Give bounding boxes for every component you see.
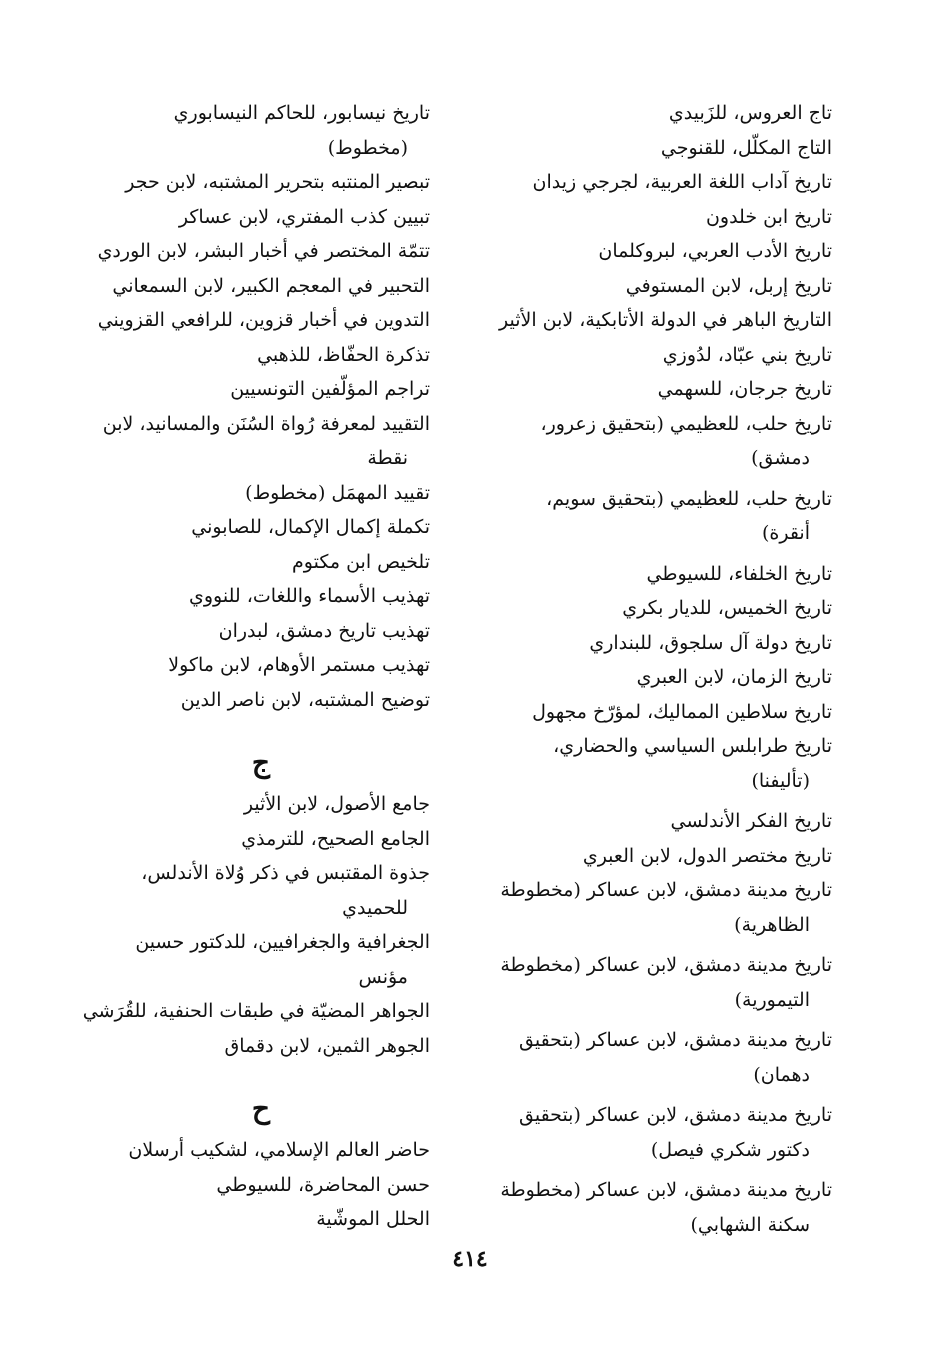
index-entry: تهذيب الأسماء واللغات، للنووي	[188, 585, 430, 607]
entry-continuation: أنقرة)	[761, 522, 810, 544]
index-entry: تاريخ الخلفاء، للسيوطي	[646, 562, 832, 585]
index-entry: تذكرة الحفّاظ، للذهبي	[257, 343, 430, 366]
index-entry: جذوة المقتبس في ذكر وُلاة الأندلس، للحميدي	[80, 856, 430, 925]
index-entry: تلخيص ابن مكتوم	[292, 550, 430, 573]
index-entry: حاضر العالم الإسلامي، لشكيب أرسلان	[128, 1139, 430, 1161]
index-entry: تاريخ طرابلس السياسي والحضاري، (تأليفنا)	[476, 729, 832, 798]
index-entry: تاريخ سلاطين المماليك، لمؤرّخ مجهول	[532, 700, 832, 723]
entry-continuation: للحميدي	[342, 896, 408, 919]
index-entry: تاريخ مدينة دمشق، لابن عساكر (مخطوطة الظاهرية)	[476, 873, 832, 942]
entry-continuation: دهمان)	[753, 1063, 810, 1086]
index-entry: تقييد المهمَل (مخطوط)	[245, 481, 430, 504]
index-entry: تاريخ حلب، للعظيمي (بتحقيق سويم، أنقرة)	[476, 482, 832, 551]
index-entry: توضيح المشتبه، لابن ناصر الدين	[180, 688, 430, 711]
index-entry: التدوين في أخبار قزوين، للرافعي القزويني	[97, 309, 430, 331]
index-entry: تبصير المنتبه بتحرير المشتبه، لابن حجر	[125, 171, 430, 193]
index-entry: تهذيب مستمر الأوهام، لابن ماكولا	[168, 654, 430, 676]
entry-continuation: (تأليفنا)	[751, 769, 810, 792]
index-entry: تاج العروس، للزَبيدي	[668, 102, 832, 124]
index-entry: تاريخ الفكر الأندلسي	[670, 810, 832, 832]
index-entry: التاريخ الباهر في الدولة الأتابكية، لابن الأثير	[499, 309, 832, 331]
entry-continuation: نقطة	[367, 447, 408, 469]
index-entry: الحلل الموشّية	[316, 1208, 430, 1230]
index-entry: تهذيب تاريخ دمشق، لبدران	[218, 619, 430, 642]
index-entry: جامع الأصول، لابن الأثير	[243, 793, 430, 815]
index-entry: تراجم المؤلّفين التونسيين	[230, 378, 430, 400]
index-entry: تبيين كذب المفتري، لابن عساكر	[178, 205, 430, 228]
right-column	[476, 96, 832, 1248]
index-entry: التقييد لمعرفة رُواة السُنَن والمسانيد، لابن نقطة	[80, 407, 430, 476]
index-entry: تكملة إكمال الإكمال، للصابوني	[191, 516, 430, 538]
entry-continuation: (مخطوط)	[327, 136, 408, 159]
index-entry: تاريخ الأدب العربي، لبروكلمان	[598, 240, 832, 262]
index-entry: التاج المكلّل، للقنوجي	[660, 136, 832, 159]
entry-continuation: الظاهرية)	[734, 913, 810, 936]
page-number: ٤١٤	[452, 1246, 488, 1272]
entry-continuation: مؤنس	[358, 965, 408, 988]
entry-continuation: التيمورية)	[734, 988, 810, 1011]
entry-continuation: سكنة الشهابي)	[690, 1213, 810, 1236]
index-entry: تاريخ حلب، للعظيمي (بتحقيق زعرور، دمشق)	[476, 407, 832, 476]
entry-continuation: دكتور شكري فيصل)	[650, 1138, 810, 1161]
index-entry: الجوهر الثمين، لابن دقماق	[224, 1034, 430, 1057]
index-entry: تاريخ دولة آل سلجوق، للبنداري	[589, 631, 832, 654]
index-entry: تتمّة المختصر في أخبار البشر، لابن الوردي	[97, 240, 430, 262]
section-letter-jim: ج	[251, 746, 270, 779]
index-entry: تاريخ إربل، لابن المستوفي	[625, 274, 832, 297]
index-entry: تاريخ مدينة دمشق، لابن عساكر (بتحقيق دهمان)	[476, 1023, 832, 1092]
index-entry: تاريخ مدينة دمشق، لابن عساكر (مخطوطة سكنة الشهابي)	[476, 1173, 832, 1242]
index-entry: الجواهر المضيّة في طبقات الحنفية، للقُرَشي	[82, 1000, 430, 1022]
index-entry: تاريخ مدينة دمشق، لابن عساكر (بتحقيق دكتور شكري فيصل)	[476, 1098, 832, 1167]
index-entry: الجغرافية والجغرافيين، للدكتور حسين مؤنس	[80, 925, 430, 994]
index-entry: تاريخ مدينة دمشق، لابن عساكر (مخطوطة التيمورية)	[476, 948, 832, 1017]
index-entry: تاريخ ابن خلدون	[705, 205, 832, 228]
index-entry: تاريخ الزمان، لابن العبري	[636, 666, 832, 688]
left-column	[80, 96, 430, 1237]
index-entry: تاريخ آداب اللغة العربية، لجرجي زيدان	[532, 171, 832, 193]
index-entry: تاريخ نيسابور، للحاكم النيسابوري (مخطوط)	[80, 96, 430, 165]
index-entry: حسن المحاضرة، للسيوطي	[216, 1173, 430, 1196]
index-entry: تاريخ الخميس، للديار بكري	[622, 597, 832, 619]
index-entry: الجامع الصحيح، للترمذي	[241, 827, 430, 850]
entry-continuation: دمشق)	[751, 447, 810, 469]
section-letter-ha: ح	[251, 1092, 270, 1125]
index-entry: التحبير في المعجم الكبير، لابن السمعاني	[112, 274, 430, 297]
index-entry: تاريخ جرجان، للسهمي	[657, 378, 832, 400]
index-entry: تاريخ بني عبّاد، لدُوزي	[662, 343, 832, 366]
index-entry: تاريخ مختصر الدول، لابن العبري	[582, 844, 832, 867]
